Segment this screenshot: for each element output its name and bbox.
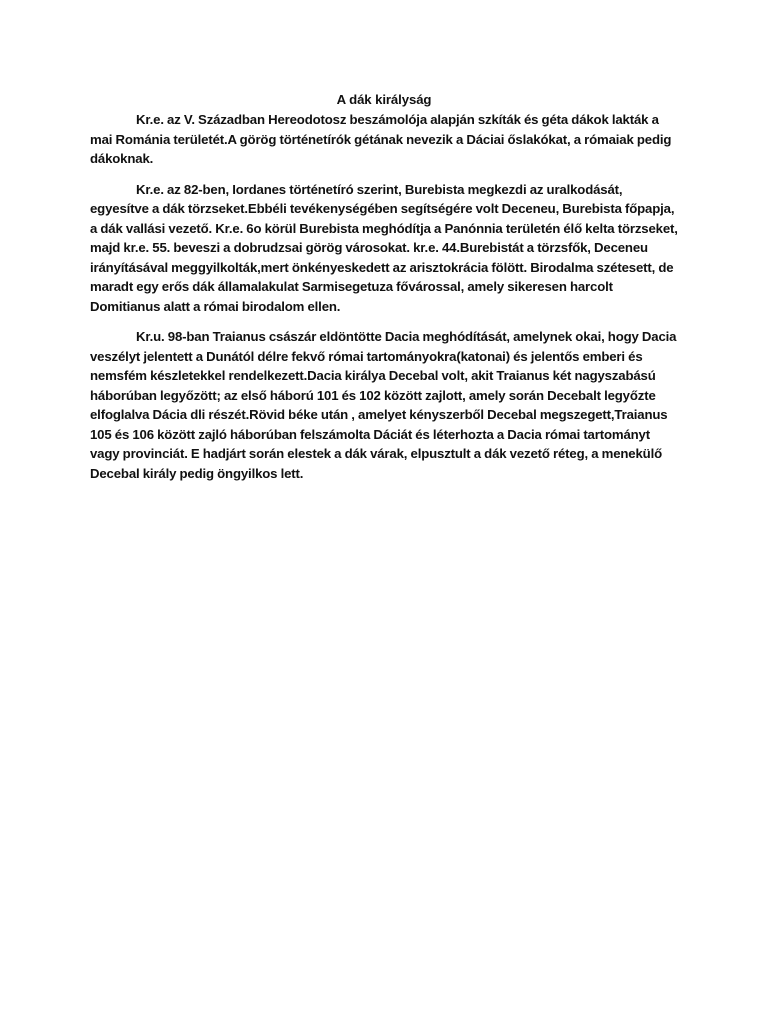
document-title: A dák királyság — [336, 92, 432, 107]
paragraph-3: Kr.u. 98-ban Traianus császár eldöntötte Dacia meghódítását, amelynek okai, hogy Dacia veszélyt jelentett a Dunától délre fekvő római tartományokra(katonai) és jelentős emberi és nemsfém készletekkel rendelkezett.Dacia királya Decebal volt, akit Traianus két nagyszabású háborúban legyőzött; az első háború 101 és 102 között zajlott, amely során Decebalt legyőzte elfoglalva Dácia dli részét.Rövid béke után , amelyet kényszerből Decebal megszegett,Traianus 105 és 106 között zajló háborúban felszámolta Dáciát és léterhozta a Dacia római tartományt vagy provinciát. E hadjárt során elestek a dák várak, elpusztult a dák vezető réteg, a menekülő Decebal király pedig öngyilkos lett. — [90, 329, 677, 481]
paragraph-2: Kr.e. az 82-ben, Iordanes történetíró szerint, Burebista megkezdi az uralkodását, egyesítve a dák törzseket.Ebbéli tevékenységében segítségére volt Deceneu, Burebista főpapja, a dák vallási vezető. Kr.e. 6o körül Burebista meghódítja a Panónnia területén élő kelta törzseket, majd kr.e. 55. beveszi a dobrudzsai görög városokat. kr.e. 44.Burebistát a törzsfők, Deceneu irányításával meggyilkolták,mert önkényeskedett az arisztokrácia fölött. Birodalma szétesett, de maradt egy erős dák államalakulat Sarmisegetuza fővárossal, amely sikeresen harcolt Domitianus alatt a római birodalom ellen. — [90, 181, 678, 314]
paragraph-1: Kr.e. az V. Században Hereodotosz beszámolója alapján szkíták és géta dákok lakták a mai Románia területét.A görög történetírók gétának nevezik a Dáciai őslakókat, a rómaiak pedig dákoknak. — [90, 112, 672, 166]
document-body — [90, 90, 678, 494]
